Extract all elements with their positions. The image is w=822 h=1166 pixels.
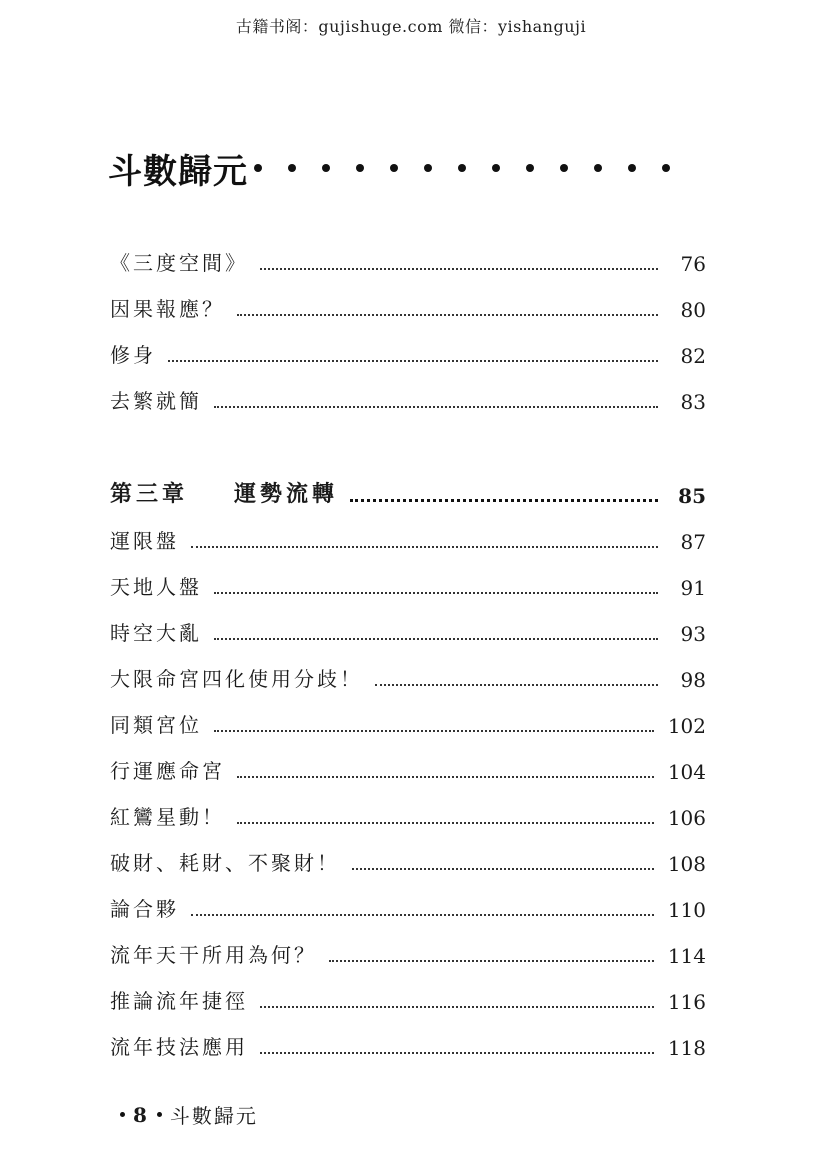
dot-leader bbox=[237, 822, 654, 824]
toc-entry[interactable] bbox=[110, 1030, 706, 1060]
toc-entry-label: 天地人盤 bbox=[110, 575, 202, 599]
chapter-entry[interactable] bbox=[110, 478, 706, 508]
footer-page-number: 8 bbox=[133, 1102, 149, 1127]
toc-entry[interactable] bbox=[110, 984, 706, 1014]
toc-entry-label: 推論流年捷徑 bbox=[110, 989, 248, 1013]
chapter-number: 第三章 bbox=[110, 481, 189, 507]
toc-entry[interactable] bbox=[110, 754, 706, 784]
toc-entry[interactable] bbox=[110, 892, 706, 922]
toc-entry-page: 118 bbox=[667, 1036, 706, 1060]
toc-entry[interactable] bbox=[110, 338, 706, 368]
toc-entry-page: 93 bbox=[680, 622, 706, 646]
toc-entry-page: 82 bbox=[680, 344, 706, 368]
toc-entry-label: 破財、耗財、不聚財！ bbox=[110, 851, 340, 875]
toc-entry-page: 87 bbox=[680, 530, 706, 554]
toc-entry-page: 102 bbox=[667, 714, 706, 738]
dot-leader bbox=[237, 776, 654, 778]
toc-entry-label: 紅鸞星動！ bbox=[110, 805, 225, 829]
bullet-icon bbox=[120, 1112, 125, 1117]
chapter-title: 運勢流轉 bbox=[234, 481, 339, 507]
toc-entry[interactable] bbox=[110, 384, 706, 414]
toc-entry-label: 行運應命宮 bbox=[110, 759, 225, 783]
book-title: 斗數歸元 bbox=[108, 151, 248, 192]
toc-entry[interactable] bbox=[110, 616, 706, 646]
toc-entry-label: 流年天干所用為何？ bbox=[110, 943, 317, 967]
toc-entry-label: 運限盤 bbox=[110, 529, 179, 553]
page-footer bbox=[112, 1100, 258, 1129]
toc-entry[interactable] bbox=[110, 846, 706, 876]
toc-entry-label: 因果報應？ bbox=[110, 297, 225, 321]
dot-leader bbox=[375, 684, 658, 686]
toc-entry[interactable] bbox=[110, 570, 706, 600]
dot-leader bbox=[191, 914, 654, 916]
toc-entry-label: 論合夥 bbox=[110, 897, 179, 921]
toc-entry[interactable] bbox=[110, 800, 706, 830]
dot-leader bbox=[191, 546, 658, 548]
chapter-page: 85 bbox=[678, 484, 706, 508]
toc-entry-page: 116 bbox=[667, 990, 706, 1014]
toc-entry-page: 114 bbox=[667, 944, 706, 968]
toc-entry-label: 同類宮位 bbox=[110, 713, 202, 737]
dot-leader bbox=[260, 1006, 654, 1008]
toc-entry[interactable] bbox=[110, 708, 706, 738]
toc-entry-label: 大限命宮四化使用分歧！ bbox=[110, 667, 363, 691]
toc-entry-page: 98 bbox=[680, 668, 706, 692]
footer-book-title: 斗數歸元 bbox=[169, 1104, 258, 1128]
section-heading bbox=[108, 146, 696, 190]
dot-leader bbox=[350, 499, 658, 502]
dot-leader bbox=[352, 868, 654, 870]
toc-entry-label: 流年技法應用 bbox=[110, 1035, 248, 1059]
dot-leader bbox=[214, 638, 658, 640]
title-dot-leader bbox=[254, 164, 696, 172]
toc-entry-label: 《三度空間》 bbox=[110, 251, 248, 275]
watermark-text: 古籍书阁：gujishuge.com 微信：yishanguji bbox=[235, 17, 587, 36]
toc-entry-page: 83 bbox=[680, 390, 706, 414]
dot-leader bbox=[260, 1052, 654, 1054]
toc-entry-page: 110 bbox=[667, 898, 706, 922]
toc-entry-page: 80 bbox=[680, 298, 706, 322]
toc-entry-label: 去繁就簡 bbox=[110, 389, 202, 413]
toc-entry[interactable] bbox=[110, 938, 706, 968]
dot-leader bbox=[214, 592, 658, 594]
dot-leader bbox=[168, 360, 658, 362]
toc-entry-page: 108 bbox=[667, 852, 706, 876]
toc-entry-page: 106 bbox=[667, 806, 706, 830]
dot-leader bbox=[329, 960, 654, 962]
dot-leader bbox=[214, 730, 654, 732]
toc-entry-page: 76 bbox=[680, 252, 706, 276]
bullet-icon bbox=[157, 1112, 162, 1117]
dot-leader bbox=[260, 268, 658, 270]
toc-entry[interactable] bbox=[110, 292, 706, 322]
toc-entry-page: 104 bbox=[667, 760, 706, 784]
dot-leader bbox=[214, 406, 658, 408]
toc-entry[interactable] bbox=[110, 662, 706, 692]
toc-entry-label: 時空大亂 bbox=[110, 621, 202, 645]
toc-entry-label: 修身 bbox=[110, 343, 156, 367]
dot-leader bbox=[237, 314, 658, 316]
toc-entry-page: 91 bbox=[680, 576, 706, 600]
toc-entry[interactable] bbox=[110, 524, 706, 554]
toc-entry[interactable] bbox=[110, 246, 706, 276]
